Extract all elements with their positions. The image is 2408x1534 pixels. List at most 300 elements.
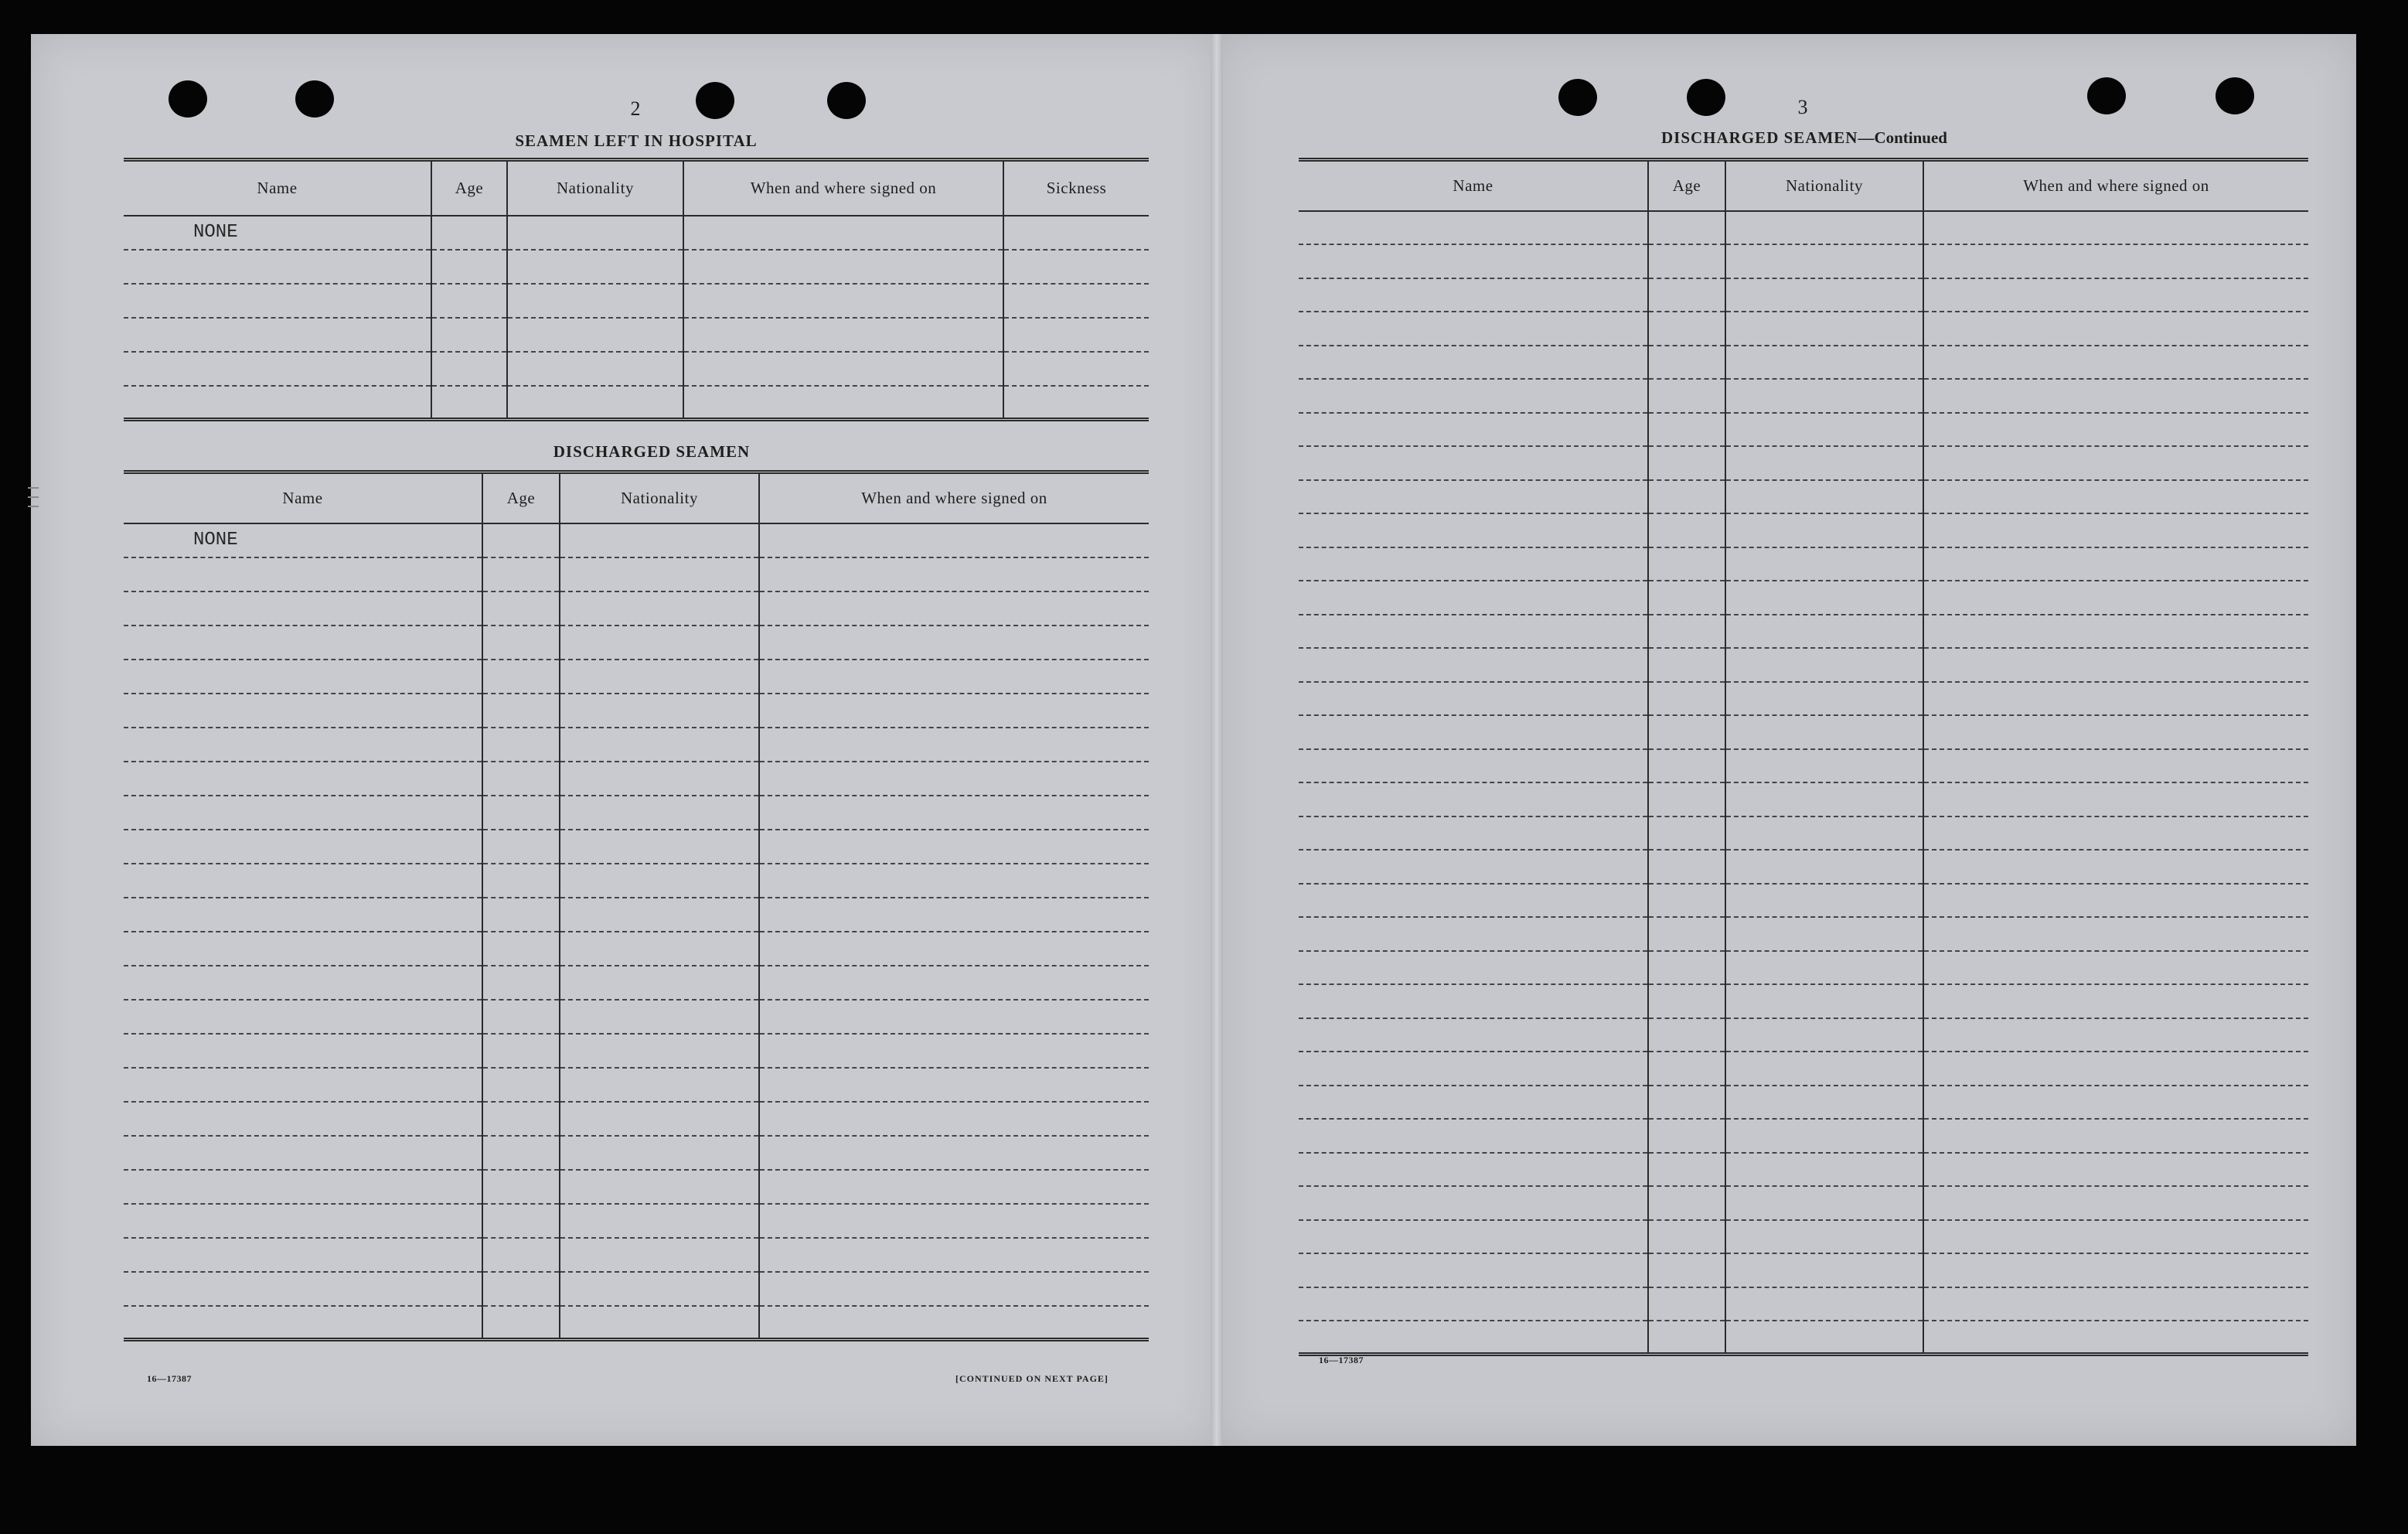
continued-cell	[1923, 1253, 2308, 1287]
hospital-cell	[1003, 250, 1149, 284]
discharged-cell	[482, 966, 560, 1000]
discharged-cell	[759, 796, 1149, 830]
discharged-row	[124, 728, 1149, 762]
hospital-cell	[507, 250, 683, 284]
discharged-header-name: Name	[124, 472, 482, 523]
continued-cell	[1648, 850, 1725, 884]
continued-cell	[1923, 951, 2308, 985]
discharged-cell	[124, 1204, 482, 1238]
hospital-cell	[1003, 352, 1149, 386]
discharged-cell	[124, 1000, 482, 1034]
continued-cell	[1648, 884, 1725, 918]
hospital-header-when-and-where-signed-on: When and where signed on	[683, 160, 1003, 216]
discharged-cell	[482, 898, 560, 932]
discharged-cell	[124, 1068, 482, 1102]
continued-cell	[1299, 1119, 1648, 1153]
hospital-row	[124, 352, 1149, 386]
discharged-cell	[124, 1306, 482, 1340]
continued-cell	[1648, 1086, 1725, 1120]
discharged-cell	[759, 762, 1149, 796]
continued-cell	[1923, 1119, 2308, 1153]
continued-cell	[1725, 547, 1923, 581]
continued-cell	[1648, 480, 1725, 514]
continued-section-title-suffix: —Continued	[1858, 128, 1947, 147]
continued-cell	[1299, 446, 1648, 480]
discharged-cell	[759, 1204, 1149, 1238]
discharged-cell	[124, 728, 482, 762]
continued-row	[1299, 1153, 2308, 1187]
hospital-cell	[507, 216, 683, 250]
discharged-row	[124, 557, 1149, 591]
discharged-cell	[759, 1068, 1149, 1102]
continued-cell	[1299, 379, 1648, 413]
continued-row	[1299, 244, 2308, 278]
continued-header-nationality: Nationality	[1725, 160, 1923, 211]
continued-cell	[1299, 715, 1648, 749]
continued-cell	[1648, 547, 1725, 581]
discharged-cell	[124, 591, 482, 626]
continued-row	[1299, 581, 2308, 615]
hospital-cell	[683, 284, 1003, 318]
continued-cell	[1648, 1018, 1725, 1052]
continued-row	[1299, 547, 2308, 581]
continued-cell	[1299, 782, 1648, 816]
continued-row	[1299, 1018, 2308, 1052]
discharged-cell	[124, 966, 482, 1000]
hospital-cell	[431, 216, 507, 250]
discharged-row	[124, 523, 1149, 557]
discharged-cell	[482, 523, 560, 557]
discharged-cell	[124, 796, 482, 830]
discharged-cell	[482, 591, 560, 626]
continued-cell	[1648, 379, 1725, 413]
continued-cell	[1725, 581, 1923, 615]
continued-cell	[1725, 346, 1923, 380]
continued-cell	[1648, 244, 1725, 278]
discharged-cell	[759, 1272, 1149, 1306]
continued-cell	[1725, 1086, 1923, 1120]
continued-cell	[1648, 581, 1725, 615]
continued-cell	[1648, 682, 1725, 716]
continued-cell	[1299, 1220, 1648, 1254]
discharged-cell	[560, 1034, 759, 1068]
continued-cell	[1725, 615, 1923, 649]
discharged-cell: NONE	[124, 523, 482, 557]
continued-cell	[1299, 1153, 1648, 1187]
discharged-row	[124, 694, 1149, 728]
continued-cell	[1725, 715, 1923, 749]
hospital-row	[124, 216, 1149, 250]
continued-cell	[1725, 1253, 1923, 1287]
continued-cell	[1725, 1186, 1923, 1220]
discharged-cell	[560, 796, 759, 830]
hospital-cell	[124, 284, 431, 318]
hospital-cell	[1003, 318, 1149, 352]
continued-cell	[1299, 1321, 1648, 1355]
hospital-row	[124, 318, 1149, 352]
continued-cell	[1648, 749, 1725, 783]
hospital-table	[124, 158, 1149, 421]
discharged-cell	[759, 626, 1149, 660]
continued-cell	[1648, 346, 1725, 380]
discharged-cell	[482, 728, 560, 762]
continued-cell	[1299, 1018, 1648, 1052]
continued-cell	[1923, 1220, 2308, 1254]
continued-cell	[1648, 917, 1725, 951]
discharged-cell	[560, 1170, 759, 1204]
discharged-cell	[482, 1068, 560, 1102]
continued-cell	[1725, 884, 1923, 918]
continued-row	[1299, 312, 2308, 346]
continued-cell	[1299, 850, 1648, 884]
hospital-section-title: SEAMEN LEFT IN HOSPITAL	[515, 131, 758, 150]
discharged-cell	[482, 1272, 560, 1306]
continued-row	[1299, 1186, 2308, 1220]
discharged-cell	[560, 1238, 759, 1272]
continued-cell	[1923, 682, 2308, 716]
continued-cell	[1299, 682, 1648, 716]
continued-row	[1299, 749, 2308, 783]
continued-cell	[1299, 513, 1648, 547]
discharged-row	[124, 762, 1149, 796]
continued-row	[1299, 379, 2308, 413]
continued-cell	[1299, 749, 1648, 783]
continued-cell	[1923, 1186, 2308, 1220]
hospital-cell	[124, 386, 431, 420]
discharged-cell	[124, 864, 482, 898]
continued-cell	[1923, 1153, 2308, 1187]
discharged-header-age: Age	[482, 472, 560, 523]
continued-row	[1299, 782, 2308, 816]
continued-cell	[1725, 1220, 1923, 1254]
hospital-cell	[1003, 386, 1149, 420]
continued-cell	[1725, 951, 1923, 985]
continued-cell	[1923, 513, 2308, 547]
punch-hole	[827, 82, 866, 119]
discharged-cell	[560, 557, 759, 591]
discharged-cell	[560, 1204, 759, 1238]
discharged-cell	[124, 830, 482, 864]
continued-cell	[1648, 312, 1725, 346]
discharged-cell	[560, 728, 759, 762]
discharged-table	[124, 470, 1149, 1341]
continued-cell	[1923, 917, 2308, 951]
continued-row	[1299, 682, 2308, 716]
continued-cell	[1725, 984, 1923, 1018]
discharged-cell	[560, 830, 759, 864]
hospital-cell	[683, 352, 1003, 386]
discharged-cell	[759, 1000, 1149, 1034]
continued-cell	[1648, 984, 1725, 1018]
continued-cell	[1299, 346, 1648, 380]
continued-cell	[1725, 413, 1923, 447]
continued-cell	[1299, 244, 1648, 278]
continued-cell	[1725, 749, 1923, 783]
hospital-cell	[507, 318, 683, 352]
discharged-header-when-and-where-signed-on: When and where signed on	[759, 472, 1149, 523]
continued-cell	[1923, 615, 2308, 649]
continued-cell	[1648, 1321, 1725, 1355]
punch-hole	[2087, 77, 2126, 114]
discharged-cell	[124, 1102, 482, 1136]
continued-cell	[1648, 413, 1725, 447]
continued-cell	[1725, 1018, 1923, 1052]
hospital-cell: NONE	[124, 216, 431, 250]
discharged-row	[124, 591, 1149, 626]
continued-cell	[1299, 211, 1648, 245]
punch-hole	[169, 80, 207, 118]
continued-cell	[1725, 816, 1923, 851]
continued-cell	[1299, 1186, 1648, 1220]
continued-row	[1299, 715, 2308, 749]
hospital-cell	[683, 386, 1003, 420]
discharged-cell	[560, 1306, 759, 1340]
continued-row	[1299, 480, 2308, 514]
discharged-row	[124, 660, 1149, 694]
continued-cell	[1648, 1153, 1725, 1187]
discharged-cell	[482, 1000, 560, 1034]
continued-cell	[1299, 1253, 1648, 1287]
continued-row	[1299, 211, 2308, 245]
continued-note: [CONTINUED ON NEXT PAGE]	[955, 1373, 1109, 1384]
continued-row	[1299, 1253, 2308, 1287]
discharged-cell	[482, 1034, 560, 1068]
continued-row	[1299, 850, 2308, 884]
discharged-row	[124, 1102, 1149, 1136]
discharged-cell	[759, 1136, 1149, 1170]
continued-cell	[1648, 211, 1725, 245]
discharged-cell	[759, 728, 1149, 762]
continued-row	[1299, 917, 2308, 951]
discharged-row	[124, 796, 1149, 830]
continued-cell	[1923, 446, 2308, 480]
continued-cell	[1923, 312, 2308, 346]
discharged-cell	[482, 694, 560, 728]
discharged-cell	[124, 1136, 482, 1170]
continued-cell	[1923, 648, 2308, 682]
discharged-cell	[560, 694, 759, 728]
punch-hole	[1687, 79, 1725, 116]
continued-row	[1299, 884, 2308, 918]
discharged-cell	[560, 966, 759, 1000]
continued-cell	[1648, 1119, 1725, 1153]
discharged-cell	[482, 1170, 560, 1204]
hospital-header-age: Age	[431, 160, 507, 216]
discharged-cell	[124, 1272, 482, 1306]
continued-cell	[1923, 850, 2308, 884]
discharged-row	[124, 1306, 1149, 1340]
continued-cell	[1923, 1052, 2308, 1086]
hospital-cell	[124, 352, 431, 386]
continued-cell	[1923, 749, 2308, 783]
continued-cell	[1725, 850, 1923, 884]
discharged-cell	[482, 1102, 560, 1136]
continued-header-name: Name	[1299, 160, 1648, 211]
discharged-header-nationality: Nationality	[560, 472, 759, 523]
continued-row	[1299, 446, 2308, 480]
discharged-row	[124, 864, 1149, 898]
discharged-row	[124, 1272, 1149, 1306]
discharged-cell	[560, 1136, 759, 1170]
discharged-cell	[560, 864, 759, 898]
continued-cell	[1725, 211, 1923, 245]
discharged-cell	[124, 694, 482, 728]
hospital-cell	[683, 318, 1003, 352]
discharged-cell	[560, 932, 759, 966]
continued-cell	[1923, 278, 2308, 312]
continued-cell	[1299, 816, 1648, 851]
continued-cell	[1648, 816, 1725, 851]
continued-cell	[1923, 244, 2308, 278]
continued-cell	[1923, 816, 2308, 851]
discharged-row	[124, 626, 1149, 660]
continued-cell	[1725, 513, 1923, 547]
discharged-cell	[124, 626, 482, 660]
punch-hole	[1558, 79, 1597, 116]
continued-cell	[1725, 1052, 1923, 1086]
discharged-row	[124, 830, 1149, 864]
hospital-cell	[507, 386, 683, 420]
discharged-row	[124, 1034, 1149, 1068]
continued-cell	[1648, 951, 1725, 985]
discharged-cell	[124, 660, 482, 694]
punch-hole	[295, 80, 334, 118]
continued-header-when-and-where-signed-on: When and where signed on	[1923, 160, 2308, 211]
continued-cell	[1299, 648, 1648, 682]
continued-cell	[1299, 884, 1648, 918]
continued-cell	[1923, 1086, 2308, 1120]
continued-row	[1299, 1086, 2308, 1120]
discharged-cell	[759, 864, 1149, 898]
continued-cell	[1923, 480, 2308, 514]
continued-cell	[1923, 379, 2308, 413]
continued-row	[1299, 346, 2308, 380]
continued-cell	[1299, 615, 1648, 649]
continued-cell	[1299, 547, 1648, 581]
discharged-cell	[560, 762, 759, 796]
continued-cell	[1299, 480, 1648, 514]
continued-cell	[1299, 1086, 1648, 1120]
discharged-cell	[124, 932, 482, 966]
discharged-section-title: DISCHARGED SEAMEN	[553, 442, 751, 461]
discharged-row	[124, 898, 1149, 932]
continued-cell	[1923, 211, 2308, 245]
punch-hole	[2216, 77, 2254, 114]
continued-row	[1299, 615, 2308, 649]
discharged-cell	[560, 660, 759, 694]
continued-cell	[1725, 1119, 1923, 1153]
hospital-cell	[1003, 216, 1149, 250]
continued-cell	[1299, 917, 1648, 951]
continued-cell	[1923, 715, 2308, 749]
continued-cell	[1299, 984, 1648, 1018]
continued-cell	[1923, 547, 2308, 581]
discharged-cell	[124, 557, 482, 591]
continued-cell	[1923, 884, 2308, 918]
discharged-cell	[482, 626, 560, 660]
discharged-cell	[759, 1034, 1149, 1068]
continued-cell	[1923, 1287, 2308, 1321]
continued-cell	[1299, 413, 1648, 447]
discharged-cell	[482, 864, 560, 898]
discharged-cell	[560, 1272, 759, 1306]
continued-cell	[1648, 715, 1725, 749]
discharged-cell	[482, 557, 560, 591]
discharged-cell	[560, 626, 759, 660]
discharged-row	[124, 1238, 1149, 1272]
continued-cell	[1648, 648, 1725, 682]
edge-mark	[28, 487, 39, 489]
discharged-cell	[759, 523, 1149, 557]
continued-row	[1299, 984, 2308, 1018]
discharged-cell	[124, 898, 482, 932]
discharged-cell	[482, 1136, 560, 1170]
discharged-cell	[124, 1238, 482, 1272]
discharged-cell	[560, 523, 759, 557]
discharged-row	[124, 1170, 1149, 1204]
hospital-cell	[124, 318, 431, 352]
continued-cell	[1299, 1287, 1648, 1321]
right-page-number: 3	[1797, 96, 1808, 118]
continued-row	[1299, 816, 2308, 851]
continued-section-title-main: DISCHARGED SEAMEN	[1661, 128, 1858, 147]
right-form-code: 16—17387	[1319, 1355, 1364, 1365]
continued-cell	[1299, 581, 1648, 615]
discharged-cell	[482, 1204, 560, 1238]
continued-cell	[1725, 244, 1923, 278]
continued-row	[1299, 951, 2308, 985]
continued-section-title	[1302, 128, 2307, 148]
discharged-cell	[482, 932, 560, 966]
discharged-cell	[759, 898, 1149, 932]
punch-hole	[696, 82, 734, 119]
continued-cell	[1725, 379, 1923, 413]
continued-row	[1299, 1220, 2308, 1254]
discharged-cell	[482, 1306, 560, 1340]
continued-cell	[1648, 1220, 1725, 1254]
page-fold	[1211, 34, 1223, 1446]
discharged-cell	[482, 796, 560, 830]
continued-table	[1299, 158, 2308, 1356]
discharged-row	[124, 1136, 1149, 1170]
continued-cell	[1923, 581, 2308, 615]
hospital-row	[124, 386, 1149, 420]
discharged-cell	[759, 830, 1149, 864]
continued-header-age: Age	[1648, 160, 1725, 211]
discharged-row	[124, 1204, 1149, 1238]
continued-row	[1299, 278, 2308, 312]
hospital-cell	[683, 250, 1003, 284]
hospital-cell	[507, 352, 683, 386]
discharged-cell	[759, 966, 1149, 1000]
hospital-cell	[431, 352, 507, 386]
continued-cell	[1725, 446, 1923, 480]
continued-cell	[1648, 1253, 1725, 1287]
discharged-cell	[759, 1170, 1149, 1204]
continued-cell	[1648, 615, 1725, 649]
left-form-code: 16—17387	[147, 1373, 192, 1384]
discharged-cell	[759, 1238, 1149, 1272]
continued-cell	[1725, 480, 1923, 514]
discharged-cell	[482, 830, 560, 864]
discharged-cell	[482, 1238, 560, 1272]
discharged-cell	[759, 557, 1149, 591]
discharged-row	[124, 1068, 1149, 1102]
continued-cell	[1923, 346, 2308, 380]
continued-cell	[1648, 1287, 1725, 1321]
discharged-cell	[482, 762, 560, 796]
discharged-cell	[759, 591, 1149, 626]
